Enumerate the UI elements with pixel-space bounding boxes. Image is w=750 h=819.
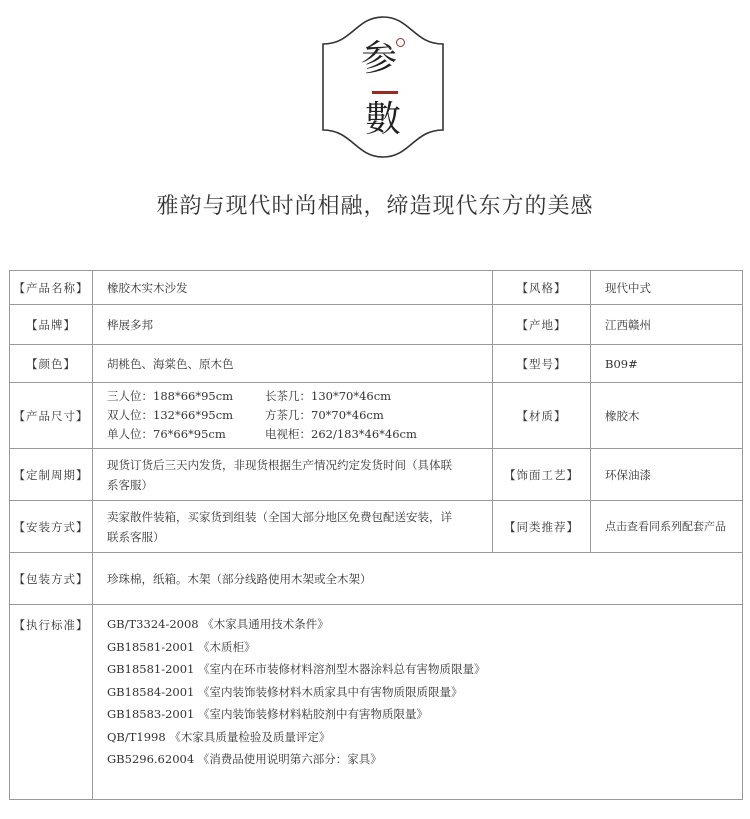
- value-size: [93, 383, 493, 449]
- value-style: 现代中式: [591, 271, 743, 305]
- spec-row-color: [10, 345, 743, 383]
- standard-item: GB/T3324-2008 《木家具通用技术条件》: [107, 617, 329, 631]
- label-install: 【安装方式】: [10, 501, 93, 553]
- label-origin: 【产地】: [493, 305, 591, 345]
- standard-item: GB18584-2001 《室内装饰装修材料木质家具中有害物质限质限量》: [107, 684, 463, 699]
- headline: 雅韵与现代时尚相融，缔造现代东方的美感: [156, 194, 594, 219]
- value-lead-time: 现货订货后三天内发货，非现货根据生产情况约定发货时间（具体联系客服）: [93, 449, 493, 501]
- spec-table: [9, 270, 743, 800]
- spec-row-install: [10, 501, 743, 553]
- label-brand: 【品牌】: [10, 305, 93, 345]
- badge-circle-icon: [396, 38, 405, 47]
- label-lead-time: 【定制周期】: [10, 449, 93, 501]
- value-origin: 江西赣州: [591, 305, 743, 345]
- label-packing: 【包装方式】: [10, 553, 93, 605]
- standard-item: GB18581-2001 《木质柜》: [107, 639, 256, 654]
- value-model: B09#: [591, 345, 743, 383]
- size-item: 单人位：76*66*95cm: [107, 427, 226, 441]
- value-finish: 环保油漆: [591, 449, 743, 501]
- label-size: 【产品尺寸】: [10, 383, 93, 449]
- badge-dash: [372, 91, 398, 94]
- size-item: 方茶几：70*70*46cm: [265, 408, 384, 422]
- label-finish: 【饰面工艺】: [493, 449, 591, 501]
- standard-item: GB18581-2001 《室内在环市装修材料溶剂型木器涂料总有害物质限量》: [107, 662, 486, 676]
- size-item: 长茶几：130*70*46cm: [265, 389, 392, 403]
- label-material: 【材质】: [493, 383, 591, 449]
- size-item: 双人位：132*66*95cm: [107, 408, 234, 422]
- value-color: 胡桃色、海棠色、原木色: [93, 345, 493, 383]
- spec-row-standard: [10, 605, 743, 800]
- value-product-name: 橡胶木实木沙发: [93, 271, 493, 305]
- value-brand: 桦展多邦: [93, 305, 493, 345]
- value-install: 卖家散件装箱，买家货到组装（全国大部分地区免费包配送安装，详联系客服）: [93, 501, 493, 553]
- spec-row-pack: [10, 553, 743, 605]
- standard-item: GB5296.62004 《消费品使用说明第六部分：家具》: [107, 752, 382, 766]
- label-recommend: 【同类推荐】: [493, 501, 591, 553]
- badge-char-top: 参: [361, 38, 398, 79]
- value-recommend-link[interactable]: 点击查看同系列配套产品: [591, 501, 743, 553]
- value-packing: 珍珠棉，纸箱。木架（部分线路使用木架或全木架）: [93, 553, 743, 605]
- size-item: 电视柜：262/183*46*46cm: [265, 427, 417, 441]
- size-item: 三人位：188*66*95cm: [107, 389, 234, 403]
- label-style: 【风格】: [493, 271, 591, 305]
- label-standard: 【执行标准】: [10, 605, 93, 800]
- parameters-badge: [320, 14, 446, 160]
- spec-row-name: [10, 271, 743, 305]
- label-color: 【颜色】: [10, 345, 93, 383]
- value-material: 橡胶木: [591, 383, 743, 449]
- value-standard: [93, 605, 743, 800]
- spec-row-custom: [10, 449, 743, 501]
- standard-item: QB/T1998 《木家具质量检验及质量评定》: [107, 729, 331, 744]
- spec-row-brand: [10, 305, 743, 345]
- standard-item: GB18583-2001 《室内装饰装修材料粘胶剂中有害物质限量》: [107, 707, 429, 721]
- badge-char-bottom: 數: [365, 99, 402, 140]
- spec-row-size: [10, 383, 743, 449]
- label-product-name: 【产品名称】: [10, 271, 93, 305]
- label-model: 【型号】: [493, 345, 591, 383]
